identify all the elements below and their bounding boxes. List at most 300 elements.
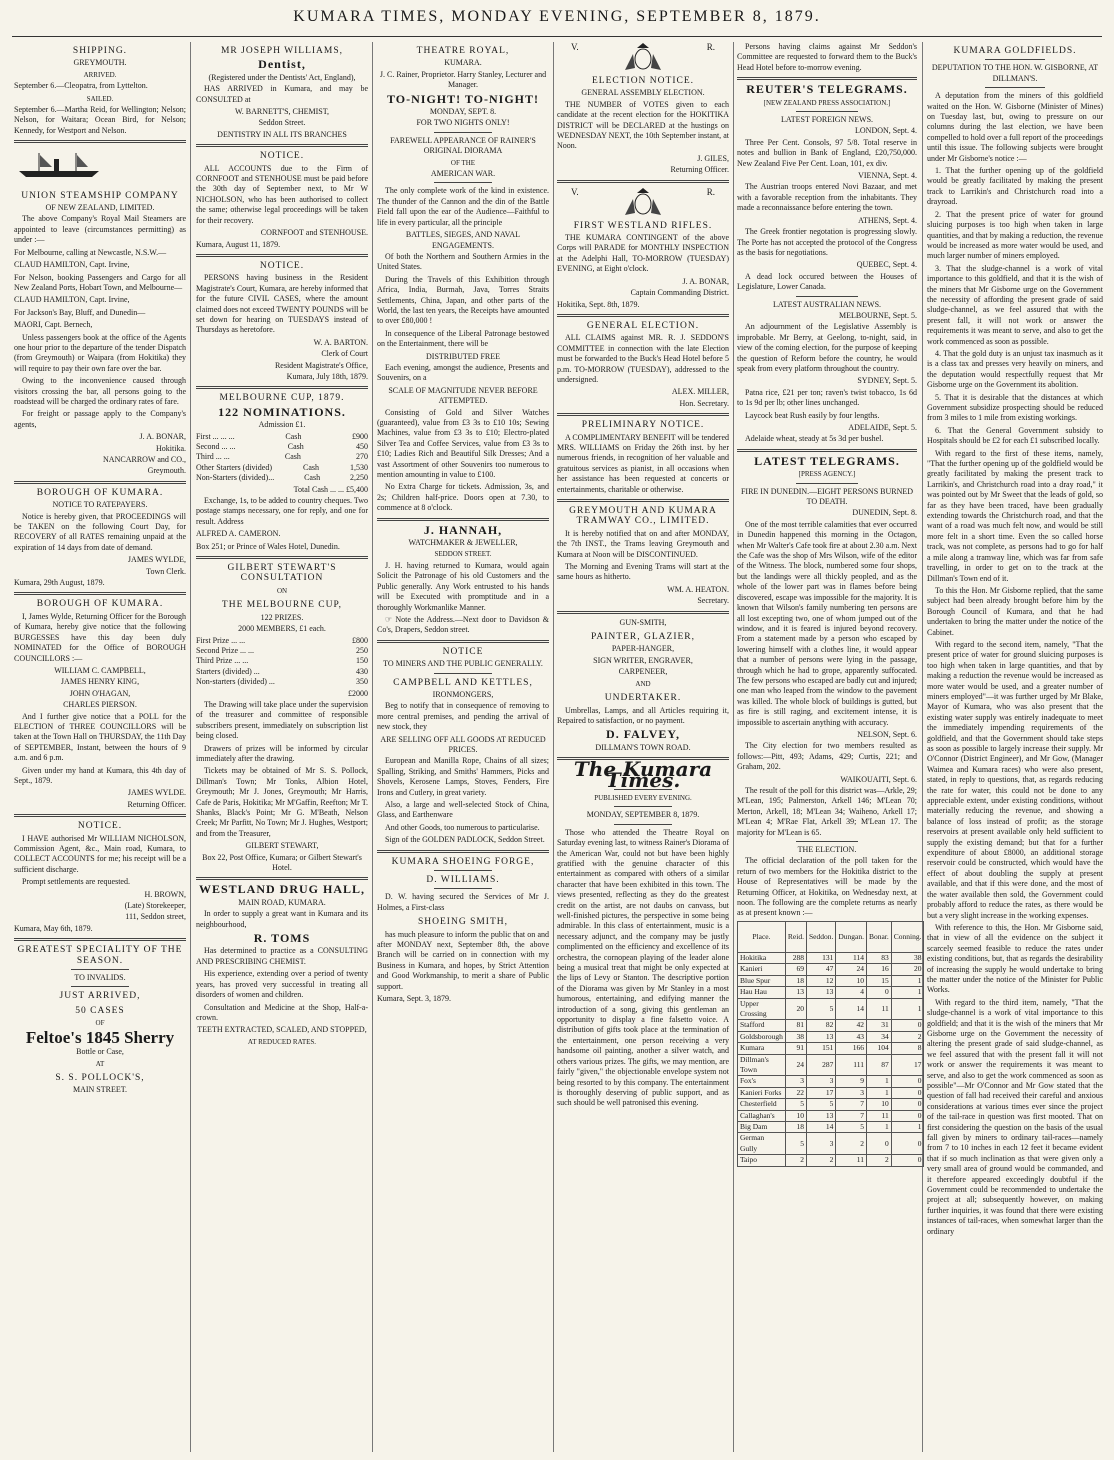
- tramway-heading: GREYMOUTH AND KUMARA TRAMWAY CO., LIMITED.: [569, 506, 717, 527]
- usc-paragraph: Unless passengers book at the office of the Agents one hour prior to the departure of the tender Dispatch (from Greymouth) or Waipara (from Hokitika) they will require to pay their own fare over the bar.: [14, 332, 186, 373]
- divider: [14, 938, 186, 941]
- theatre-battles: BATTLES, SIEGES, AND NAVAL ENGAGEMENTS.: [405, 230, 521, 250]
- article-paragraph: To this the Hon. Mr Gisborne replied, that the same subject had been already brought before him by the Borough Council of Kumara, and that he had undertaken to bring the matter under the notice of the Cabinet.: [927, 585, 1103, 637]
- vote-cell: 14: [806, 1121, 835, 1132]
- signature: Hokitika.: [156, 443, 186, 453]
- dentist-reg: (Registered under the Dentists' Act, England),: [208, 72, 356, 82]
- place-cell: Fox's: [738, 1076, 786, 1087]
- general-election-paragraph: ALL CLAIMS against MR. R. J. SEDDON'S COMMITTEE in connection with the late Election must be forwarded to the Buck's Head Hotel before 5 p.m. TO-MORROW (TUESDAY), addressed to the undersigned.: [557, 333, 729, 384]
- prize-type: Cash: [302, 462, 319, 472]
- prize-label: Second ... ...: [196, 442, 236, 451]
- column-header: Reid.: [785, 921, 806, 952]
- election-notice-sub: GENERAL ASSEMBLY ELECTION.: [581, 88, 705, 98]
- vote-cell: 13: [806, 1031, 835, 1042]
- article-paragraph: 3. That the sludge-channel is a work of vital importance to this goldfield, and that it is the wish of the miners that Mr Gisborne urge on the Government the necessity of affording the present grade of said sludge-channel, as we feel assured that with the present fall, it will not work or answer the requirements it was meant to serve, and also to get the work commenced as soon as possible.: [927, 263, 1103, 346]
- news-paragraph: An adjournment of the Legislative Assembly is improbable. Mr Berry, at Geelong, to-night, said, in view of the coming election, for the purpose of keeping the question of Reform before the country, he would speak from every platform throughout the country.: [737, 322, 917, 373]
- vote-cell: 14: [836, 998, 867, 1020]
- vote-cell: 47: [806, 964, 835, 975]
- election-heading: THE ELECTION.: [797, 845, 857, 855]
- news-paragraph: Adelaide wheat, steady at 5s 3d per bushel.: [745, 434, 884, 444]
- prize-amount: 430: [356, 666, 368, 676]
- prize-row: [196, 463, 368, 473]
- vote-cell: 5: [806, 1099, 835, 1110]
- vote-cell: 16: [866, 964, 891, 975]
- forge-paragraph: D. W. having secured the Services of Mr J. Holmes, a First-class: [377, 892, 549, 912]
- divider: [796, 111, 857, 112]
- signature: ALEX. MILLER,: [671, 387, 729, 397]
- masthead: [0, 0, 1114, 40]
- campbell-sub: IRONMONGERS,: [432, 689, 494, 699]
- prize-type: Cash: [285, 431, 302, 441]
- vote-cell: 5: [806, 998, 835, 1020]
- news-paragraph: Laycock beat Rush easily by four lengths.: [745, 410, 880, 420]
- dateline: ATHENS, Sept. 4.: [858, 215, 917, 225]
- signature: 111, Seddon street,: [125, 912, 186, 922]
- drug-hall-heading: WESTLAND DRUG HALL,: [198, 882, 366, 897]
- prize-amount: 2,250: [349, 473, 368, 483]
- borough-paragraph: Notice is hereby given, that PROCEEDINGS will be TAKEN on the following Court Day, for RECOVERY of all RATES remaining unpaid at the expiration of 14 days from date of demand.: [14, 511, 186, 552]
- consultation-paragraph: Tickets may be obtained of Mr S. S. Pollock, Dillman's Town; Mr Tonks, Albion Hotel, Greymouth; Mr J. Jones, Greymouth; Mr Harris, Cafe de Paris, Hokitika; Mr M'Gaffin, Reefton; Mr T. Shanks, Black's Point; Mr G. M'Beath, Nelson Creek; Mr Parfitt, No Town; Mr J. Hughes, Westport; and from the Treasurer,: [196, 766, 368, 838]
- campbell-paragraph: Beg to notify that in consequence of removing to more central premises, and pending the arrival of new stock, they: [377, 701, 549, 732]
- signature: W. A. BARTON.: [313, 337, 368, 347]
- column-6: [927, 42, 1103, 1452]
- vote-cell: 4: [836, 987, 867, 998]
- trade-line: AND: [635, 679, 651, 688]
- theatre-tonight: TO-NIGHT! TO-NIGHT!: [386, 91, 540, 106]
- divider: [434, 673, 492, 674]
- prize-row: [196, 656, 368, 666]
- article-paragraph: 6. That the General Government subsidy to Hospitals should be £2 for each £1 subscribed locally.: [927, 425, 1103, 446]
- vote-cell: 1: [866, 1076, 891, 1087]
- column-divider: [190, 42, 191, 1452]
- theatre-paragraph: Consisting of Gold and Silver Watches (guaranteed), value from £3 3s to £10 10s; Sewing Machines, value from £3 3s to £10; Electro-plated Silver Tea and Coffee Services, value from £3 3s to £10; Ladies Rich and Beautiful Silk Dresses; And a vast Assortment of other Souvenirs too numerous to mention amounting in value to £100.: [377, 407, 549, 480]
- signature: H. BROWN,: [144, 889, 186, 899]
- vote-cell: 18: [785, 975, 806, 986]
- speciality-sub: TO INVALIDS.: [74, 973, 126, 983]
- goldfields-sub: DEPUTATION TO THE HON. W. GISBORNE, AT DILLMAN'S.: [931, 63, 1099, 83]
- prize-amount: 150: [356, 656, 368, 666]
- dateline: ADELAIDE, Sept. 5.: [848, 423, 917, 432]
- divider: [14, 592, 186, 595]
- cipher-r: R.: [706, 186, 715, 197]
- drug-hall-paragraph: Has determined to practice as a CONSULTING AND PRESCRIBING CHEMIST.: [196, 946, 368, 966]
- divider: [196, 877, 368, 880]
- prize-amount: 450: [356, 442, 368, 451]
- divider: [14, 814, 186, 817]
- election-notice-heading: ELECTION NOTICE.: [591, 76, 694, 86]
- borough-paragraph: Given under my hand at Kumara, this 4th day of Sept., 1879.: [14, 765, 186, 785]
- divider: [196, 556, 368, 559]
- divider: [737, 77, 917, 80]
- masthead-title: KUMARA TIMES, MONDAY EVENING, SEPTEMBER 8, 1879.: [293, 8, 821, 25]
- vote-cell: 1: [891, 998, 924, 1020]
- table-row: [738, 1121, 924, 1132]
- vote-cell: 10: [836, 975, 867, 986]
- notice-paragraph: Prompt settlements are requested.: [22, 877, 130, 887]
- vote-cell: 20: [785, 998, 806, 1020]
- prize-label: Third Prize ... ...: [196, 656, 249, 666]
- usc-paragraph: Owing to the inconvenience caused through visitors crossing the bar, all persons going to the roadstead will be charged the ordinary rates of fare.: [14, 376, 186, 406]
- place-cell: Kanieri Forks: [738, 1087, 786, 1098]
- campbell-paragraph: And other Goods, too numerous to particularise.: [385, 822, 540, 832]
- table-row: [738, 1099, 924, 1110]
- vote-cell: 87: [866, 1054, 891, 1076]
- of-label: OF: [95, 1019, 105, 1028]
- borough-heading: BOROUGH OF KUMARA.: [36, 599, 164, 610]
- place-cell: Callaghan's: [738, 1110, 786, 1121]
- royal-cipher: [557, 187, 729, 217]
- table-row: [738, 1054, 924, 1076]
- dentist-branches: DENTISTRY IN ALL ITS BRANCHES: [217, 129, 347, 139]
- dentist-street: Seddon Street.: [258, 118, 306, 128]
- cup-nominations: 122 NOMINATIONS.: [218, 404, 346, 419]
- signature: GILBERT STEWART,: [245, 841, 319, 851]
- table-header-row: [738, 921, 924, 952]
- prize-row: [196, 636, 368, 646]
- signature: J. A. BONAR,: [139, 432, 186, 442]
- news-paragraph: Patna rice, £21 per ton; raven's twist tobacco, 1s 6d to 1s 9d per lb; other lines unchanged.: [737, 387, 917, 408]
- consultation-paragraph: Drawers of prizes will be informed by circular immediately after the drawing.: [196, 743, 368, 763]
- fire-heading: FIRE IN DUNEDIN.—EIGHT PERSONS BURNED TO DEATH.: [740, 486, 914, 507]
- prize-amount: 270: [356, 452, 368, 462]
- place-cell: Goldsborough: [738, 1031, 786, 1042]
- hannah-street: SEDDON STREET.: [434, 550, 492, 559]
- dateline: WAIKOUAITI, Sept. 6.: [840, 774, 917, 784]
- news-paragraph: The Greek frontier negotation is progressing slowly. The Porte has not accepted the protocol of the Congress as the basis for negotiations.: [737, 227, 917, 257]
- divider: [196, 386, 368, 389]
- divider: [557, 611, 729, 614]
- masthead-rule: [12, 36, 1102, 37]
- signature: Resident Magistrate's Office,: [274, 360, 368, 370]
- vote-cell: 3: [836, 1087, 867, 1098]
- cup-name: THE MELBOURNE CUP,: [221, 600, 343, 611]
- forge-paragraph: has much pleasure to inform the public that on and after MONDAY next, September 8th, the above Branch will be carried on in connection with my Business in Kumara, and hopes, by Strict Attention and Good Workmanship, to merit a share of Public support.: [377, 929, 549, 991]
- table-row: [738, 998, 924, 1020]
- rifles-paragraph: THE KUMARA CONTINGENT of the above Corps will PARADE for MONTHLY INSPECTION at the Adelphi Hall, TO-MORROW (TUESDAY) EVENING, at Eight o'clock.: [557, 233, 729, 274]
- vote-cell: 1: [891, 987, 924, 998]
- table-row: [738, 952, 924, 963]
- royal-cipher: [557, 42, 729, 72]
- prize-amount: 350: [356, 677, 368, 687]
- theatre-paragraph: Each evening, amongst the audience, Presents and Souvenirs, on a: [377, 362, 549, 383]
- tramway-paragraph: The Morning and Evening Trams will start at the same hours as hitherto.: [557, 562, 729, 582]
- table-row: [738, 1133, 924, 1155]
- vote-cell: 151: [806, 1043, 835, 1054]
- vote-cell: 111: [836, 1054, 867, 1076]
- vote-cell: 1: [866, 1121, 891, 1132]
- news-paragraph: The Austrian troops entered Novi Bazaar, and met with a favorable reception from the inhabitants. They made a reconnaissance before entering the town.: [737, 182, 917, 213]
- column-divider: [372, 42, 373, 1452]
- notice-paragraph: ALL ACCOUNTS due to the Firm of CORNFOOT and STENHOUSE must be paid before the 30th day of September next, to Mr W NICHOLSON, who has been authorised to collect the same; otherwise legal proceedings will be taken for their recovery.: [196, 163, 368, 225]
- column-header: Dungan.: [836, 921, 867, 952]
- divider: [796, 483, 857, 484]
- vote-cell: 287: [806, 1054, 835, 1076]
- theatre-heading: THEATRE ROYAL,: [416, 46, 510, 56]
- vote-cell: 24: [836, 964, 867, 975]
- theatre-of: OF THE: [450, 158, 476, 167]
- members-line: 2000 MEMBERS, £1 each.: [238, 624, 326, 634]
- borough-paragraph: And I further give notice that a POLL for the ELECTION of THREE COUNCILLORS will be taken at the Town Hall on THURSDAY, the 11th Day of SEPTEMBER, Instant, between the hours of 9 a.m. and 6 p.m.: [14, 711, 186, 763]
- bottle-line: Bottle or Case,: [76, 1047, 124, 1057]
- campbell-paragraph: European and Manilla Rope, Chains of all sizes; Spalling, Striking, and Smiths' Hammers, Picks and Shovels, Kerosene Lamps, Stoves, Fenders, Fire Irons and Cutlery, in great variety.: [377, 756, 549, 797]
- vote-cell: 114: [836, 952, 867, 963]
- vote-cell: 34: [866, 1031, 891, 1042]
- prize-label: Third ... ...: [196, 452, 230, 462]
- table-row: [738, 987, 924, 998]
- hannah-note-text: Note the Address.—Next door to Davidson & Co's, Drapers, Seddon street.: [377, 614, 549, 635]
- at-label: AT: [95, 1059, 105, 1068]
- table-row: [738, 1031, 924, 1042]
- usc-subheading: OF NEW ZEALAND, LIMITED.: [45, 203, 155, 213]
- drug-hall-paragraph: In order to supply a great want in Kumara and its neighbourhood,: [196, 909, 368, 929]
- prize-row: [196, 646, 368, 656]
- forge-smith: SHOEING SMITH,: [418, 917, 508, 928]
- cup-admission: Admission £1.: [258, 420, 306, 430]
- dateline: SYDNEY, Sept. 5.: [857, 376, 917, 386]
- vote-cell: 69: [785, 964, 806, 975]
- vote-cell: 10: [866, 1099, 891, 1110]
- place-cell: Kumara: [738, 1043, 786, 1054]
- issue-date: MONDAY, SEPTEMBER 8, 1879.: [586, 810, 700, 820]
- vote-cell: 13: [806, 987, 835, 998]
- prize-amount: £800: [352, 635, 368, 645]
- divider: [196, 254, 368, 257]
- speciality-heading: GREATEST SPECIALITY OF THE SEASON.: [17, 945, 183, 966]
- forge-name: D. WILLIAMS.: [426, 875, 500, 886]
- signature: Secretary.: [697, 596, 729, 606]
- signature: CORNFOOT and STENHOUSE.: [260, 228, 368, 238]
- signature: JAMES WYLDE,: [127, 555, 186, 565]
- pollock-name: S. S. POLLOCK'S,: [55, 1072, 145, 1083]
- consultation-total: £2000: [348, 688, 368, 698]
- dentist-heading: MR JOSEPH WILLIAMS,: [220, 46, 343, 56]
- table-row: [738, 975, 924, 986]
- published-line: PUBLISHED EVERY EVENING.: [594, 793, 692, 802]
- article-paragraph: With regard to the first of these items, namely, "That the further opening up of the goldfield would be greatly facilitated by making the present track to Larrikin's, and Christchurch road into a dray road," it was pointed out by Mr Sweet that the leads of gold, so far as they have been traced, have been gradually extending towards the Christchurch road, and that the want of a road was much felt now, and would be still more felt in a short time. Even the so called horse track, was not complete, as persons had to go for half a mile along a tramway line, which was far from safe travelling, in order to get on to the track at the Dillman's Town end of it.: [927, 448, 1103, 583]
- prize-row: [196, 667, 368, 677]
- column-divider: [553, 42, 554, 1452]
- prize-amount: £900: [351, 431, 368, 441]
- vote-cell: 2: [785, 1155, 806, 1166]
- hannah-sub: WATCHMAKER & JEWELLER,: [408, 538, 518, 548]
- latest-telegrams-sub: [PRESS AGENCY.]: [798, 470, 856, 479]
- cipher-r: R.: [706, 42, 715, 52]
- vote-cell: 24: [785, 1054, 806, 1076]
- latest-telegrams-heading: LATEST TELEGRAMS.: [754, 453, 900, 468]
- dateline: VIENNA, Sept. 4.: [858, 171, 917, 181]
- nominee-name: CHARLES PIERSON.: [63, 700, 137, 710]
- theatre-farewell: FAREWELL APPEARANCE OF RAINER'S ORIGINAL DIORAMA: [390, 135, 536, 156]
- newspaper-title: The Kumara Times.: [573, 757, 713, 792]
- vote-cell: 38: [785, 1031, 806, 1042]
- prize-row: [196, 677, 368, 687]
- vote-cell: 2: [806, 1155, 835, 1166]
- signature: J. GILES,: [697, 153, 729, 163]
- vote-cell: 83: [866, 952, 891, 963]
- election-notice-paragraph: THE NUMBER of VOTES given to each candidate at the recent election for the HOKITIKA DISTRICT will be DECLARED at the hustings on WEDNESDAY NEXT, the 10th September instant, at Noon.: [557, 99, 729, 151]
- theatre-date: MONDAY, SEPT. 8.: [429, 107, 497, 117]
- dateline: QUEBEC, Sept. 4.: [856, 260, 917, 270]
- signature: JAMES WYLDE.: [127, 788, 186, 798]
- divider: [557, 180, 729, 183]
- drug-hall-name: R. TOMS: [253, 931, 311, 946]
- general-election-heading: GENERAL ELECTION.: [586, 320, 700, 331]
- vote-cell: 13: [785, 987, 806, 998]
- hannah-note: [377, 615, 549, 636]
- on-label: ON: [276, 586, 288, 595]
- theatre-paragraph: In consequence of the Liberal Patronage bestowed on the Entertainment, there will be: [377, 328, 549, 349]
- vote-cell: 0: [891, 1087, 924, 1098]
- divider: [737, 449, 917, 452]
- divider: [614, 824, 672, 825]
- vote-cell: 9: [836, 1076, 867, 1087]
- vote-cell: 42: [836, 1020, 867, 1031]
- vote-cell: 81: [785, 1020, 806, 1031]
- article-paragraph: 1. That the further opening up of the goldfield would be greatly facilitated by making the present track to Larrikin's and Christchurch road into a drayroad.: [927, 166, 1103, 207]
- place-cell: Kanieri: [738, 964, 786, 975]
- signature: NANCARROW and CO.,: [103, 455, 186, 464]
- divider: [557, 499, 729, 502]
- signature: Clerk of Court: [321, 349, 368, 359]
- article-paragraph: 4. That the gold duty is an unjust tax inasmuch as it is a class tax and presses very heavily on miners, and the deputation would respectfully request that Mr Gisborne urge on the Government its abolition.: [927, 348, 1103, 390]
- column-2: [196, 42, 368, 1452]
- usc-route: For Nelson, booking Passengers and Cargo for all New Zealand Ports, Hobart Town, and Melbourne—: [14, 272, 186, 292]
- notice-heading: NOTICE.: [259, 260, 305, 271]
- vote-cell: 5: [785, 1099, 806, 1110]
- election-results-table: [737, 921, 924, 1167]
- dentist-title: Dentist,: [258, 57, 306, 72]
- divider: [796, 841, 857, 842]
- signature: (Late) Storekeeper,: [124, 901, 186, 911]
- falvey-name: D. FALVEY,: [606, 727, 680, 742]
- campbell-paragraph: Also, a large and well-selected Stock of China, Glass, and Earthenware: [377, 800, 549, 820]
- place-cell: Upper Crossing: [738, 998, 786, 1020]
- hannah-paragraph: J. H. having returned to Kumara, would again Solicit the Patronage of his old Customers and the Public generally. Any Work entrusted to his hands will be Executed with promptitude and in a thoroughly Workmanlike Manner.: [377, 560, 549, 612]
- claims-paragraph: Persons having claims against Mr Seddon's Committee are requested to forward them to the Buck's Head Hotel before to-morrow evening.: [737, 42, 917, 72]
- divider: [985, 59, 1045, 60]
- table-row: [738, 1110, 924, 1121]
- divider: [985, 87, 1045, 88]
- notice-sub: TO MINERS AND THE PUBLIC GENERALLY.: [383, 659, 543, 669]
- australian-news-heading: LATEST AUSTRALIAN NEWS.: [772, 299, 882, 309]
- theatre-paragraph: No Extra Charge for tickets. Admission, 3s, and 2s; Children half-price. Doors open at 7.30, to commence at 8 o'clock.: [377, 482, 549, 513]
- date-line: Kumara, Sept. 3, 1879.: [377, 994, 451, 1004]
- tramway-paragraph: It is hereby notified that on and after MONDAY, the 7th INST., the Trams leaving Greymouth and Kumara at Noon will be DISCONTINUED.: [557, 528, 729, 559]
- divider: [377, 640, 549, 643]
- date-line: Hokitika, Sept. 8th, 1879.: [557, 299, 640, 309]
- place-cell: German Gully: [738, 1133, 786, 1155]
- vote-cell: 18: [785, 1121, 806, 1132]
- vote-cell: 12: [806, 975, 835, 986]
- dateline: MELBOURNE, Sept. 5.: [839, 310, 917, 320]
- table-row: [738, 1076, 924, 1087]
- usc-ship: CLAUD HAMILTON, Capt. Irvine,: [14, 260, 130, 270]
- notice-paragraph: PERSONS having business in the Resident Magistrate's Court, Kumara, are hereby informed that for the future CIVIL CASES, where the amount claimed does not exceed TWENTY POUNDS will be set down for hearing on TUESDAYS instead of Thursdays as heretofore.: [196, 273, 368, 335]
- reuters-sub: [NEW ZEALAND PRESS ASSOCIATION.]: [763, 98, 891, 107]
- dentist-where: W. BARNETT'S, CHEMIST,: [234, 107, 330, 117]
- divider: [14, 140, 186, 143]
- divider: [434, 132, 492, 133]
- vote-cell: 0: [891, 1076, 924, 1087]
- usc-paragraph: The above Company's Royal Mail Steamers are appointed to leave (circumstances permitting) as under :—: [14, 214, 186, 245]
- theatre-sub: KUMARA.: [444, 58, 482, 68]
- divider: [614, 806, 672, 807]
- gunsmith-heading: GUN-SMITH,: [619, 617, 667, 627]
- vote-cell: 11: [836, 1155, 867, 1166]
- date-line: Kumara, 29th August, 1879.: [14, 578, 105, 588]
- vote-cell: 15: [866, 975, 891, 986]
- foreign-news-heading: LATEST FOREIGN NEWS.: [780, 115, 874, 125]
- notice-heading: NOTICE.: [259, 151, 305, 162]
- prize-type: Cash: [287, 442, 304, 451]
- place-cell: Stafford: [738, 1020, 786, 1031]
- table-row: [738, 1020, 924, 1031]
- table-row: [738, 1155, 924, 1166]
- divider: [71, 969, 129, 970]
- hannah-heading: J. HANNAH,: [423, 522, 503, 537]
- vote-cell: 7: [836, 1110, 867, 1121]
- signature: Box 22, Post Office, Kumara; or Gilbert Stewart's Hotel.: [202, 852, 362, 873]
- gunsmith-paragraph: Umbrellas, Lamps, and all Articles requiring it, Repaired to satisfaction, or no payment.: [557, 705, 729, 725]
- vote-cell: 7: [836, 1099, 867, 1110]
- vote-cell: 0: [891, 1133, 924, 1155]
- vote-cell: 2: [866, 1155, 891, 1166]
- usc-paragraph: For freight or passage apply to the Company's agents,: [14, 409, 186, 429]
- news-paragraph: Three Per Cent. Consols, 97 5/8. Total reserve in notes and bullion in Bank of England, £20,750,000. New Zealand Five Per Cent. Loan, 101, ex div.: [737, 137, 917, 168]
- article-paragraph: With regard to the third item, namely, "That the sludge-channel is a work of vital importance to this goldfield; and that it is the wish of the miners that Mr Gisborne urge on the Government the necessity of altering the present grade of said sludge-channel, as we feel assured that with the present fall it will not work or answer the requirements it was meant to serve, and also to get the work commenced as soon as possible"—Mr O'Connor and Mr Gow stated that the question of fall had received their careful and anxious considerations at various times ever since the project of the tail-race in question was first mooted. That on first considering the question on the basis of the usual fall given by miners to ordinary tail-races—namely from 7 to 10 inches in each 12 feet it became evident that if so much inclination as that were given only a very small area of ground would be commanded, and it therefore appeared exceedingly doubtful if the Government could be recommended to undertake the project at all; subsequently however, on making further inquiries, it was found that there were existing instances of tail-races, when somewhat larger than the ordinary: [927, 997, 1103, 1236]
- drug-hall-sub: MAIN ROAD, KUMARA.: [238, 897, 326, 907]
- notice-heading: NOTICE: [442, 646, 484, 657]
- vote-cell: 17: [806, 1087, 835, 1098]
- place-cell: Chesterfield: [738, 1099, 786, 1110]
- sailed-text: September 6.—Martha Reid, for Wellington; Nelson; Nelson, for Waitara; Ocean Bird, for Nelson; Kennedy, for Westport and Nelson.: [14, 105, 186, 135]
- date-line: Kumara, May 6th, 1879.: [14, 923, 93, 933]
- nominee-name: JAMES HENRY KING,: [60, 677, 140, 687]
- vote-cell: 5: [836, 1121, 867, 1132]
- vote-cell: 31: [866, 1020, 891, 1031]
- campbell-paragraph: Sign of the GOLDEN PADLOCK, Seddon Street.: [385, 835, 545, 845]
- divider: [434, 870, 492, 871]
- cipher-v: V.: [571, 186, 579, 197]
- vote-cell: 43: [836, 1031, 867, 1042]
- theatre-war: AMERICAN WAR.: [430, 169, 496, 179]
- news-paragraph: The City election for two members resulted as follows:—Pitt, 493; Adams, 429; Curtis, 221; and Graham, 202.: [737, 741, 917, 772]
- theatre-paragraph: The only complete work of the kind in existence. The thunder of the Cannon and the din of the Battle Field fall upon the ear of the Audience—Faithful to life in every particular, all the principle: [377, 186, 549, 227]
- prize-label: Starters (divided) ...: [196, 666, 260, 676]
- signature: Greymouth.: [147, 466, 186, 476]
- trade-line: CARPENEER,: [618, 667, 668, 677]
- prize-row: [196, 432, 368, 442]
- place-cell: Big Dam: [738, 1121, 786, 1132]
- divider: [71, 986, 129, 987]
- rifles-heading: FIRST WESTLAND RIFLES.: [573, 220, 713, 231]
- prize-label: Second Prize ... ...: [196, 645, 254, 655]
- sailed-label: SAILED.: [86, 94, 114, 103]
- reuters-heading: REUTER'S TELEGRAMS.: [746, 82, 908, 97]
- prize-amount: 250: [356, 645, 368, 655]
- nominee-name: JOHN O'HAGAN,: [69, 688, 131, 698]
- column-header: Place.: [738, 921, 786, 952]
- divider: [434, 182, 492, 183]
- election-results-body: [738, 952, 924, 1166]
- nominee-name: WILLIAM C. CAMPBELL,: [54, 665, 146, 675]
- prize-row: [196, 473, 368, 483]
- usc-route: For Jackson's Bay, Bluff, and Dunedin—: [14, 307, 146, 317]
- vote-cell: 166: [836, 1043, 867, 1054]
- divider: [14, 481, 186, 484]
- table-row: [738, 1087, 924, 1098]
- vote-cell: 104: [866, 1043, 891, 1054]
